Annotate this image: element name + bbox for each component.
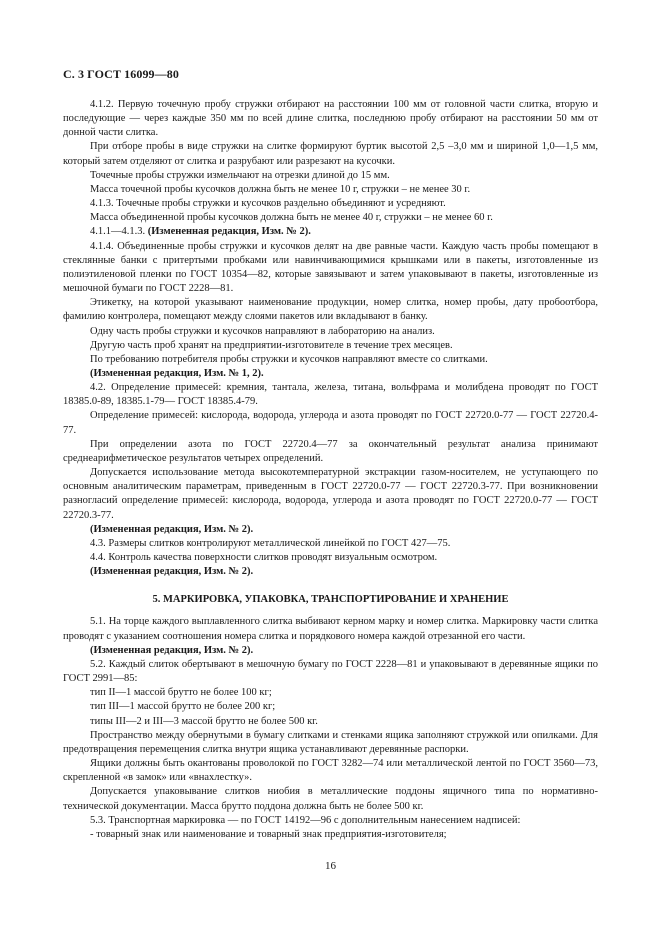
paragraph: (Измененная редакция, Изм. № 2).: [90, 523, 254, 535]
paragraph: 4.4. Контроль качества поверхности слитков проводят визуальным осмотром.: [90, 552, 438, 563]
paragraph: Пространство между обернутыми в бумагу слитками и стенками ящика заполняют стружкой или опилками. Для предотвращения перемещения слитка внутри ящика устанавливают деревянные распорки.: [63, 729, 598, 755]
paragraph: (Измененная редакция, Изм. № 2).: [90, 644, 254, 656]
paragraph: При отборе пробы в виде стружки на слитке формируют буртик высотой 2,5 –3,0 мм и шириной 1,0—1,5 мм, который затем отделяют от слитка и разрубают или разрезают на кусочки.: [63, 141, 598, 167]
paragraph: По требованию потребителя пробы стружки и кусочков направляют вместе со слитками.: [90, 353, 488, 365]
paragraph: Допускается использование метода высокотемпературной экстракции газом-носителем, не уступающего по основным аналитическим параметрам, приведенным в ГОСТ 22720.0-77 — ГОСТ 22720.3-77. При возникновении разногласий определение примесей: кислорода, водорода, углерода и азота проводят по ГОСТ 22720.0-77 — ГОСТ 22720.3-77.: [63, 467, 598, 521]
paragraph: При определении азота по ГОСТ 22720.4—77 за окончательный результат анализа принимают среднеарифметическое результатов четырех определений.: [63, 438, 598, 464]
paragraph: Допускается упаковывание слитков ниобия в металлические поддоны ящичного типа по нормативно-технической документации. Масса брутто поддона должна быть не более 500 кг.: [63, 786, 598, 812]
paragraph: Масса точечной пробы кусочков должна быть не менее 10 г, стружки – не менее 30 г.: [90, 183, 471, 195]
paragraph: Ящики должны быть окантованы проволокой по ГОСТ 3282—74 или металлической лентой по ГОСТ 3560—73, скрепленной «в замок» или «внахлестку».: [63, 758, 598, 784]
paragraph: тип III—1 массой брутто не более 200 кг;: [90, 701, 276, 713]
paragraph: (Измененная редакция, Изм. № 2).: [90, 566, 254, 578]
paragraph: 5.3. Транспортная маркировка — по ГОСТ 14192—96 с дополнительным нанесением надписей:: [90, 814, 521, 826]
paragraph: 4.1.2. Первую точечную пробу стружки отбирают на расстоянии 100 мм от головной части слитка, вторую и последующие — через каждые 350 мм по всей длине слитка, последнюю пробу отбирают на расстоянии 50 мм от донной части слитка.: [63, 99, 598, 139]
paragraph: Другую часть проб хранят на предприятии-изготовителе в течение трех месяцев.: [90, 339, 453, 351]
document-body: [63, 98, 598, 842]
paragraph: типы III—2 и III—3 массой брутто не более 500 кг.: [90, 715, 318, 727]
paragraph: Масса объединенной пробы кусочков должна быть не менее 40 г, стружки – не менее 60 г.: [90, 212, 493, 224]
section-title: 5. МАРКИРОВКА, УПАКОВКА, ТРАНСПОРТИРОВАНИЕ И ХРАНЕНИЕ: [152, 594, 509, 606]
section-4-text: [63, 98, 598, 579]
paragraph: 4.2. Определение примесей: кремния, тантала, железа, титана, вольфрама и молибдена проводят по ГОСТ 18385.0-89, 18385.1-79— ГОСТ 18385.4-79.: [63, 382, 598, 408]
paragraph: 4.1.1—4.1.3. (Измененная редакция, Изм. № 2).: [90, 226, 311, 238]
paragraph: Определение примесей: кислорода, водорода, углерода и азота проводят по ГОСТ 22720.0-77 — ГОСТ 22720.4-77.: [63, 410, 598, 436]
paragraph: 5.2. Каждый слиток обертывают в мешочную бумагу по ГОСТ 2228—81 и упаковывают в деревянные ящики по ГОСТ 2991—85:: [63, 658, 598, 685]
paragraph: 5.1. На торце каждого выплавленного слитка выбивают керном марку и номер слитка. Маркировку части слитка проводят с указанием соотношения номера слитка и порядкового номера каждой отрезанной его части.: [63, 616, 598, 642]
paragraph: (Измененная редакция, Изм. № 1, 2).: [90, 367, 264, 379]
paragraph: 4.1.4. Объединенные пробы стружки и кусочков делят на две равные части. Каждую часть пробы помещают в стеклянные банки с притертыми пробками или навинчивающимися крышками или в пакеты, изготовленные из полиэтиленовой пленки по ГОСТ 10354—82, которые завязывают и затем упаковывают в пакеты, изготовленные из мешочной бумаги по ГОСТ 2228—81.: [63, 240, 598, 295]
paragraph: Одну часть пробы стружки и кусочков направляют в лабораторию на анализ.: [90, 325, 435, 337]
paragraph: Этикетку, на которой указывают наименование продукции, номер слитка, номер пробы, дату пробоотбора, фамилию контролера, помещают между слоями пакетов или вкладывают в банку.: [63, 297, 598, 323]
page-header: С. 3 ГОСТ 16099—80: [63, 67, 179, 81]
paragraph: тип II—1 массой брутто не более 100 кг;: [90, 687, 272, 699]
paragraph: 4.3. Размеры слитков контролируют металлической линейкой по ГОСТ 427—75.: [90, 537, 451, 549]
section-5-text: [63, 615, 598, 842]
paragraph: Точечные пробы стружки измельчают на отрезки длиной до 15 мм.: [90, 169, 390, 181]
page-number: 16: [325, 860, 336, 872]
paragraph: 4.1.3. Точечные пробы стружки и кусочков раздельно объединяют и усредняют.: [90, 198, 446, 210]
paragraph: - товарный знак или наименование и товарный знак предприятия-изготовителя;: [90, 828, 447, 840]
